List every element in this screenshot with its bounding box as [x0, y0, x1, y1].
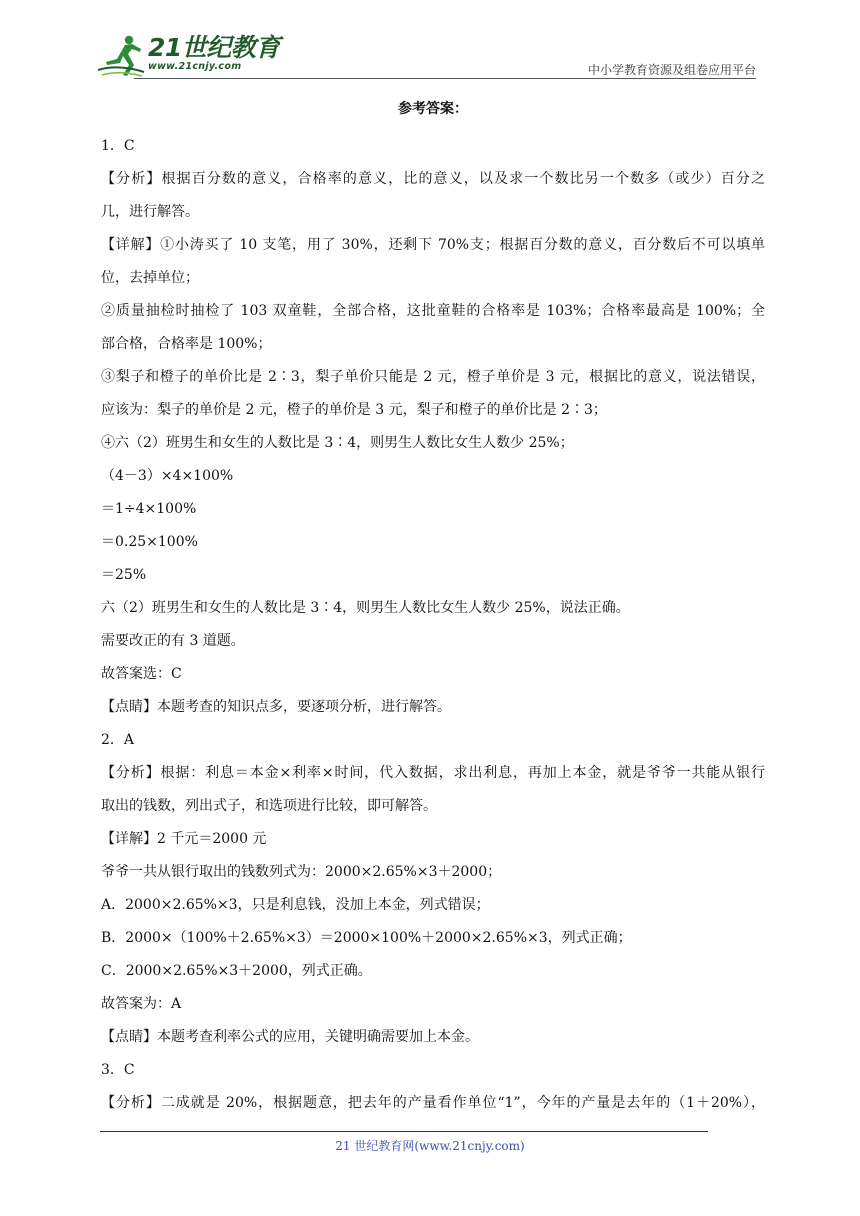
text-line: 故答案选：C	[101, 666, 182, 682]
text-line: ②质量抽检时抽检了 103 双童鞋，全部合格，这批童鞋的合格率是 103%；合格率最高是 100%；全	[101, 303, 765, 319]
footer-link[interactable]: 21 世纪教育网(www.21cnjy.com)	[335, 1139, 525, 1153]
text-line: 【点睛】本题考查的知识点多，要逐项分析，进行解答。	[101, 699, 451, 715]
text-line: 【详解】2 千元＝2000 元	[101, 831, 267, 847]
site-logo[interactable]	[96, 34, 280, 78]
text-line: 取出的钱数，列出式子，和选项进行比较，即可解答。	[101, 798, 437, 814]
page-title: 参考答案：	[398, 101, 468, 117]
text-line: 需要改正的有 3 道题。	[101, 633, 245, 649]
text-line: ④六（2）班男生和女生的人数比是 3∶4，则男生人数比女生人数少 25%；	[101, 435, 574, 451]
text-line: C．2000×2.65%×3＋2000，列式正确。	[101, 963, 372, 979]
text-line: 爷爷一共从银行取出的钱数列式为：2000×2.65%×3＋2000；	[101, 864, 502, 880]
text-line: 位，去掉单位；	[101, 270, 199, 286]
text-line: ③梨子和橙子的单价比是 2∶3，梨子单价只能是 2 元，橙子单价是 3 元，根据比的意义，说法错误，	[101, 369, 765, 385]
text-line: 【点睛】本题考查利率公式的应用，关键明确需要加上本金。	[101, 1029, 479, 1045]
text-line: 【分析】根据百分数的意义，合格率的意义，比的意义，以及求一个数比另一个数多（或少）百分之	[101, 171, 765, 187]
text-line: 故答案为：A	[101, 996, 182, 1012]
text-line: 几，进行解答。	[101, 204, 199, 220]
answer-number: 3．C	[101, 1062, 135, 1078]
text-line: 应该为：梨子的单价是 2 元，橙子的单价是 3 元，梨子和橙子的单价比是 2∶3；	[101, 402, 607, 418]
text-line: B．2000×（100%＋2.65%×3）＝2000×100%＋2000×2.65%×3，列式正确；	[101, 930, 632, 946]
formula-line: ＝1÷4×100%	[101, 501, 197, 517]
text-line: 【分析】根据：利息＝本金×利率×时间，代入数据，求出利息，再加上本金，就是爷爷一共能从银行	[101, 765, 765, 781]
answer-number: 2．A	[101, 732, 135, 748]
answer-number: 1．C	[101, 138, 135, 154]
page-header	[96, 34, 756, 80]
formula-line: （4－3）×4×100%	[101, 468, 234, 484]
footer-divider	[100, 1131, 708, 1132]
runner-logo-icon	[96, 34, 146, 78]
logo-wordmark: 21世纪教育	[148, 33, 280, 62]
text-line: A．2000×2.65%×3，只是利息钱，没加上本金，列式错误；	[101, 897, 490, 913]
text-line: 【分析】二成就是 20%，根据题意，把去年的产量看作单位“1”，今年的产量是去年的（1＋20%），	[101, 1095, 765, 1111]
answer-content	[101, 98, 765, 1120]
formula-line: ＝0.25×100%	[101, 534, 198, 550]
text-line: 【详解】①小涛买了 10 支笔，用了 30%，还剩下 70%支；根据百分数的意义，百分数后不可以填单	[101, 237, 765, 253]
header-platform-text: 中小学教育资源及组卷应用平台	[587, 63, 756, 77]
header-divider	[134, 78, 756, 79]
text-line: 六（2）班男生和女生的人数比是 3∶4，则男生人数比女生人数少 25%，说法正确。	[101, 600, 630, 616]
formula-line: ＝25%	[101, 567, 147, 583]
logo-url: www.21cnjy.com	[148, 61, 242, 72]
text-line: 部合格，合格率是 100%；	[101, 336, 272, 352]
